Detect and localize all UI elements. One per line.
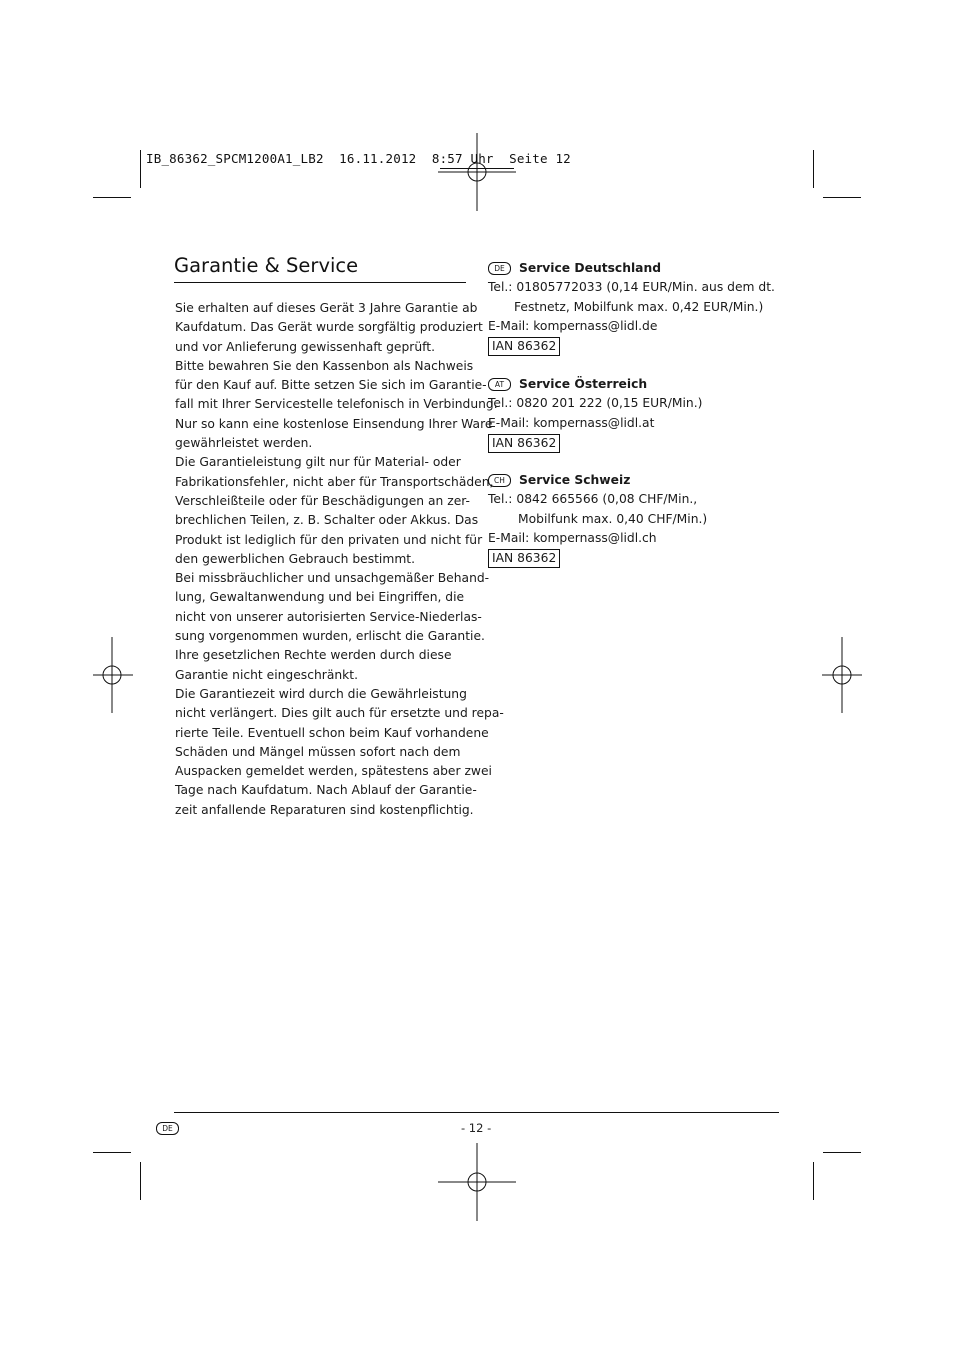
text-line: den gewerblichen Gebrauch bestimmt.: [175, 551, 416, 566]
country-badge-ch: CH: [488, 474, 511, 487]
service-austria-heading: [488, 375, 788, 394]
service-heading-text: Service Österreich: [519, 377, 648, 391]
crop-mark-bottom-left-horizontal: [93, 1152, 131, 1153]
text-line: und vor Anlieferung gewissenhaft geprüft.: [175, 339, 435, 354]
footer-country-badge: DE: [156, 1122, 179, 1135]
print-header: IB_86362_SPCM1200A1_LB2 16.11.2012 8:57 Uhr Seite 12: [146, 151, 571, 166]
text-line: brechlichen Teilen, z. B. Schalter oder Akkus. Das: [175, 513, 479, 528]
title-underline: [174, 282, 466, 283]
country-badge-de: DE: [488, 262, 511, 275]
text-line: für den Kauf auf. Bitte setzen Sie sich im Garantie-: [175, 378, 487, 393]
country-badge-at: AT: [488, 378, 511, 391]
service-email: E-Mail: kompernass@lidl.ch: [488, 530, 657, 545]
page-title: Garantie & Service: [174, 254, 359, 277]
registration-mark-top-icon: [438, 133, 516, 211]
service-email: E-Mail: kompernass@lidl.at: [488, 415, 655, 430]
service-germany-block: [488, 259, 788, 356]
text-line: Schäden und Mängel müssen sofort nach dem: [175, 744, 461, 759]
service-phone-cont: Mobilfunk max. 0,40 CHF/Min.): [518, 511, 708, 526]
text-line: Bei missbräuchlicher und unsachgemäßer Behand-: [175, 571, 490, 586]
text-line: Die Garantieleistung gilt nur für Material- oder: [175, 455, 461, 470]
crop-mark-top-right-vertical: [813, 150, 814, 188]
crop-mark-bottom-left-vertical: [140, 1162, 141, 1200]
service-switzerland-heading: [488, 471, 788, 490]
text-line: Verschleißteile oder für Beschädigungen an zer-: [175, 493, 470, 508]
text-line: Nur so kann eine kostenlose Einsendung Ihrer Ware: [175, 416, 493, 431]
text-line: Sie erhalten auf dieses Gerät 3 Jahre Garantie ab: [175, 301, 478, 315]
crop-mark-bottom-right-horizontal: [823, 1152, 861, 1153]
ian-box: IAN 86362: [488, 434, 560, 453]
text-line: fall mit Ihrer Servicestelle telefonisch in Verbindung.: [175, 397, 498, 412]
service-switzerland-block: [488, 471, 788, 568]
text-line: sung vorgenommen wurden, erlischt die Garantie.: [175, 629, 485, 644]
text-line: Garantie nicht eingeschränkt.: [175, 667, 359, 682]
service-phone: Tel.: 0842 665566 (0,08 CHF/Min.,: [488, 492, 698, 507]
crop-mark-top-left-horizontal: [93, 197, 131, 198]
footer-rule: [174, 1112, 779, 1113]
service-heading-text: Service Deutschland: [519, 261, 662, 275]
crop-mark-top-right-horizontal: [823, 197, 861, 198]
registration-mark-bottom-icon: [438, 1143, 516, 1221]
ian-box: IAN 86362: [488, 337, 560, 356]
registration-mark-left-icon: [93, 637, 133, 713]
service-germany-heading: [488, 259, 788, 278]
text-line: nicht von unserer autorisierten Service-Niederlas-: [175, 609, 482, 624]
service-email: E-Mail: kompernass@lidl.de: [488, 318, 658, 333]
registration-mark-right-icon: [822, 637, 862, 713]
text-line: Tage nach Kaufdatum. Nach Ablauf der Garantie-: [175, 783, 477, 798]
service-phone: Tel.: 01805772033 (0,14 EUR/Min. aus dem dt.: [488, 280, 775, 295]
text-line: Bitte bewahren Sie den Kassenbon als Nachweis: [175, 358, 474, 373]
text-line: nicht verlängert. Dies gilt auch für ersetzte und repa-: [175, 706, 504, 721]
text-line: zeit anfallende Reparaturen sind kostenpflichtig.: [175, 802, 474, 817]
service-phone: Tel.: 0820 201 222 (0,15 EUR/Min.): [488, 396, 703, 411]
warranty-text: [175, 299, 504, 820]
service-austria-block: [488, 375, 788, 453]
crop-mark-bottom-right-vertical: [813, 1162, 814, 1200]
ian-box: IAN 86362: [488, 549, 560, 568]
text-line: gewährleistet werden.: [175, 436, 313, 451]
page-number: - 12 -: [461, 1121, 492, 1135]
text-line: Auspacken gemeldet werden, spätestens aber zwei: [175, 764, 492, 779]
text-line: Fabrikationsfehler, nicht aber für Transportschäden,: [175, 474, 494, 489]
text-line: lung, Gewaltanwendung und bei Eingriffen, die: [175, 590, 465, 605]
crop-mark-top-left-vertical: [140, 150, 141, 188]
text-line: Die Garantiezeit wird durch die Gewährleistung: [175, 686, 467, 701]
text-line: Produkt ist lediglich für den privaten und nicht für: [175, 532, 483, 547]
text-line: Kaufdatum. Das Gerät wurde sorgfältig produziert: [175, 320, 483, 335]
text-line: rierte Teile. Eventuell schon beim Kauf vorhandene: [175, 725, 489, 740]
text-line: Ihre gesetzlichen Rechte werden durch diese: [175, 648, 452, 663]
service-phone-cont: Festnetz, Mobilfunk max. 0,42 EUR/Min.): [514, 299, 764, 314]
service-heading-text: Service Schweiz: [519, 473, 631, 487]
